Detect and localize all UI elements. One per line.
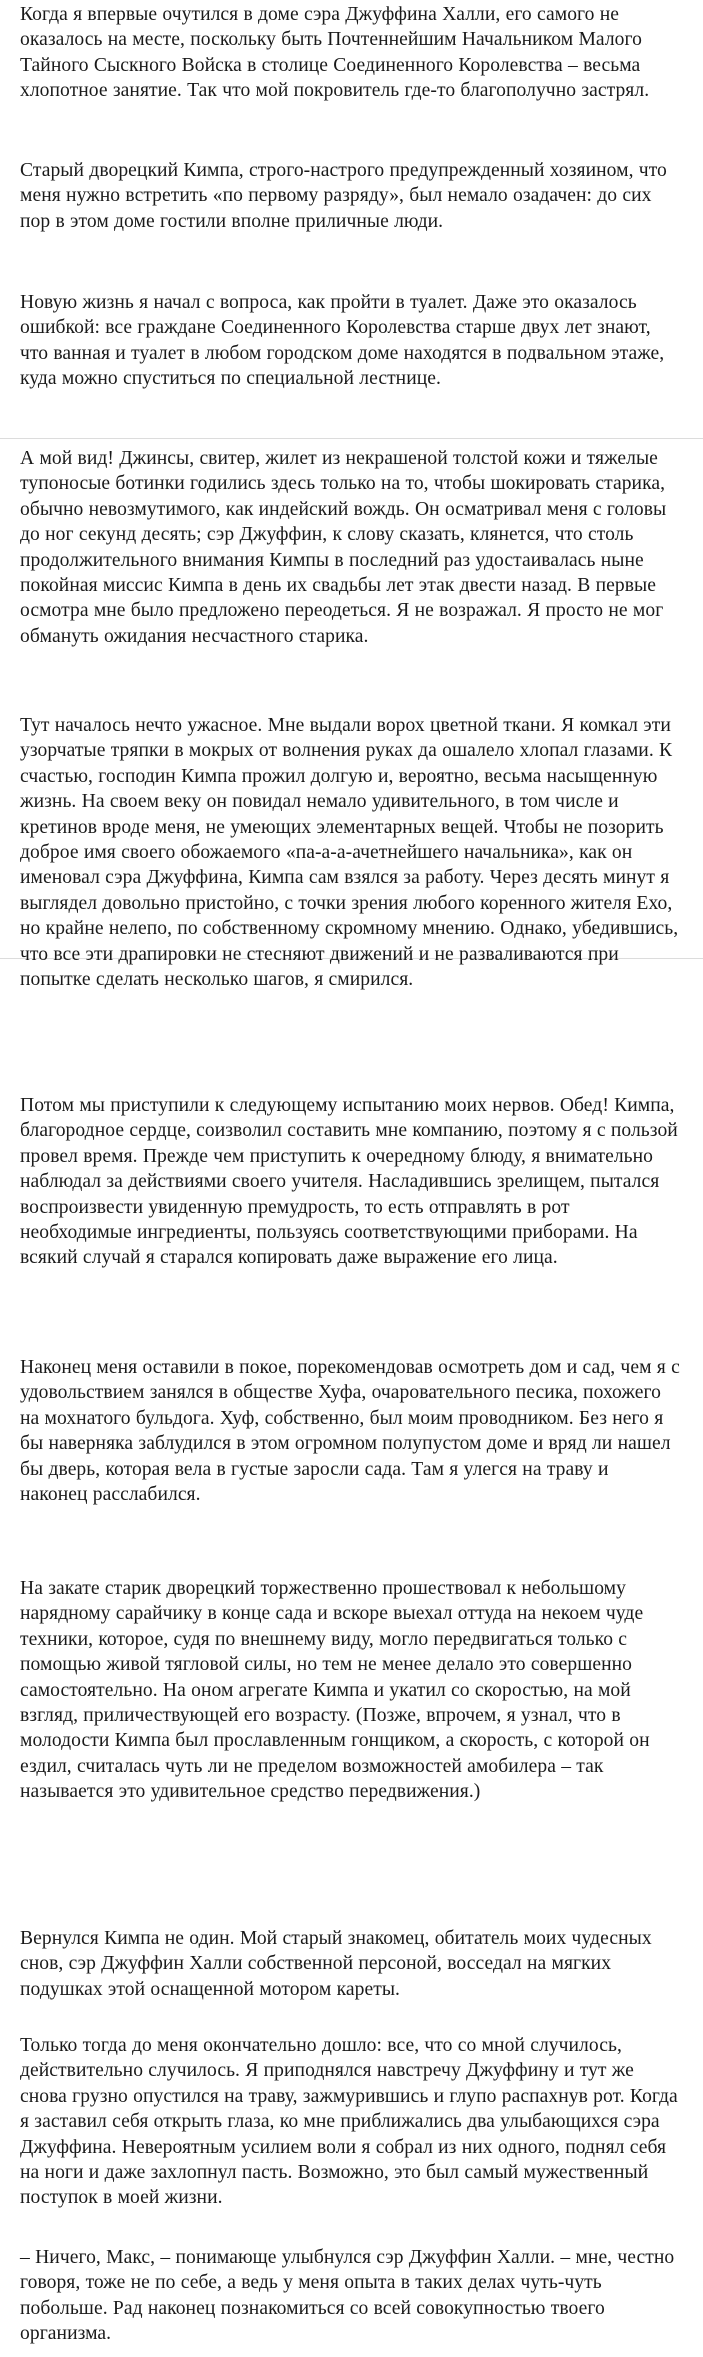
page-divider — [0, 438, 703, 439]
paragraph-11: – Ничего, Макс, – понимающе улыбнулся сэр Джуффин Халли. – мне, честно говоря, тоже не по себе, а ведь у меня опыта в таких делах чуть-чуть побольше. Рад наконец познакомиться со всей совокупностью твоего организма. — [20, 2247, 675, 2345]
paragraph-4: А мой вид! Джинсы, свитер, жилет из некрашеной толстой кожи и тяжелые тупоносые ботинки годились здесь только на то, чтобы шокировать старика, обычно невозмутимого, как индейский вождь. Он осматривал меня с головы до ног секунд десять; сэр Джуффин, к слову сказать, клянется, что столь продолжительного внимания Кимпы в последний раз удостаивалась ныне покойная миссис Кимпа в день их свадьбы лет этак двести назад. В первые осмотра мне было предложено переодеться. Я не возражал. Я просто не мог обмануть ожидания несчастного старика. — [20, 448, 667, 647]
paragraph-6: Потом мы приступили к следующему испытанию моих нервов. Обед! Кимпа, благородное сердце, соизволил составить мне компанию, поэтому я с пользой провел время. Прежде чем приступить к очередному блюду, я внимательно наблюдал за действиями своего учителя. Насладившись зрелищем, пытался воспроизвести увиденную премудрость, то есть отправлять в рот необходимые ингредиенты, пользуясь соответствующими приборами. На всякий случай я старался копировать даже выражение его лица. — [20, 1095, 678, 1269]
paragraph-10: Только тогда до меня окончательно дошло: все, что со мной случилось, действительно случилось. Я приподнялся навстречу Джуффину и тут же снова грузно опустился на траву, зажмурившись и глупо распахнув рот. Когда я заставил себя открыть глаза, ко мне приближались два улыбающихся сэра Джуффина. Невероятным усилием воли я собрал из них одного, поднял себя на ноги и даже захлопнул пасть. Возможно, это был самый мужественный поступок в моей жизни. — [20, 2035, 678, 2209]
paragraph-3: Новую жизнь я начал с вопроса, как пройти в туалет. Даже это оказалось ошибкой: все граждане Соединенного Королевства старше двух лет знают, что ванная и туалет в любом городском доме находятся в подвальном этаже, куда можно спуститься по специальной лестнице. — [20, 292, 665, 390]
paragraph-5: Тут началось нечто ужасное. Мне выдали ворох цветной ткани. Я комкал эти узорчатые тряпки в мокрых от волнения руках да ошалело хлопал глазами. К счастью, господин Кимпа прожил долгую и, вероятно, весьма насыщенную жизнь. На своем веку он повидал немало удивительного, в том числе и кретинов вроде меня, не умеющих элементарных вещей. Чтобы не позорить доброе имя своего обожаемого «па-а-а-ачетнейшего начальника», как он именовал сэра Джуффина, Кимпа сам взялся за работу. Через десять минут я выглядел довольно пристойно, с точки зрения любого коренного жителя Ехо, но крайне нелепо, по собственному скромному мнению. Однако, убедившись, что все эти драпировки не стесняют движений и не разваливаются при попытке сделать несколько шагов, я смирился. — [20, 715, 679, 991]
paragraph-1: Когда я впервые очутился в доме сэра Джуффина Халли, его самого не оказалось на месте, поскольку быть Почтеннейшим Начальником Малого Тайного Сыскного Войска в столице Соединенного Королевства – весьма хлопотное занятие. Так что мой покровитель где-то благополучно застрял. — [20, 4, 650, 102]
paragraph-8: На закате старик дворецкий торжественно прошествовал к небольшому нарядному сарайчику в конце сада и вскоре выехал оттуда на некоем чуде техники, которое, судя по внешнему виду, могло передвигаться только с помощью живой тягловой силы, но тем не менее делало это совершенно самостоятельно. На оном агрегате Кимпа и укатил со скоростью, на мой взгляд, приличествующей его возрасту. (Позже, впрочем, я узнал, что в молодости Кимпа был прославленным гонщиком, а скорость, с которой он ездил, считалась чуть ли не пределом возможностей амобилера – так называется это удивительное средство передвижения.) — [20, 1578, 650, 1803]
paragraph-9: Вернулся Кимпа не один. Мой старый знакомец, обитатель моих чудесных снов, сэр Джуффин Халли собственной персоной, восседал на мягких подушках этой оснащенной мотором кареты. — [20, 1928, 652, 2000]
paragraph-7: Наконец меня оставили в покое, порекомендовав осмотреть дом и сад, чем я с удовольствием занялся в обществе Хуфа, очаровательного песика, похожего на мохнатого бульдога. Хуф, собственно, был моим проводником. Без него я бы наверняка заблудился в этом огромном полупустом доме и вряд ли нашел бы дверь, которая вела в густые заросли сада. Там я улегся на траву и наконец расслабился. — [20, 1357, 680, 1506]
paragraph-2: Старый дворецкий Кимпа, строго-настрого предупрежденный хозяином, что меня нужно встретить «по первому разряду», был немало озадачен: до сих пор в этом доме гостили вполне приличные люди. — [20, 160, 667, 232]
